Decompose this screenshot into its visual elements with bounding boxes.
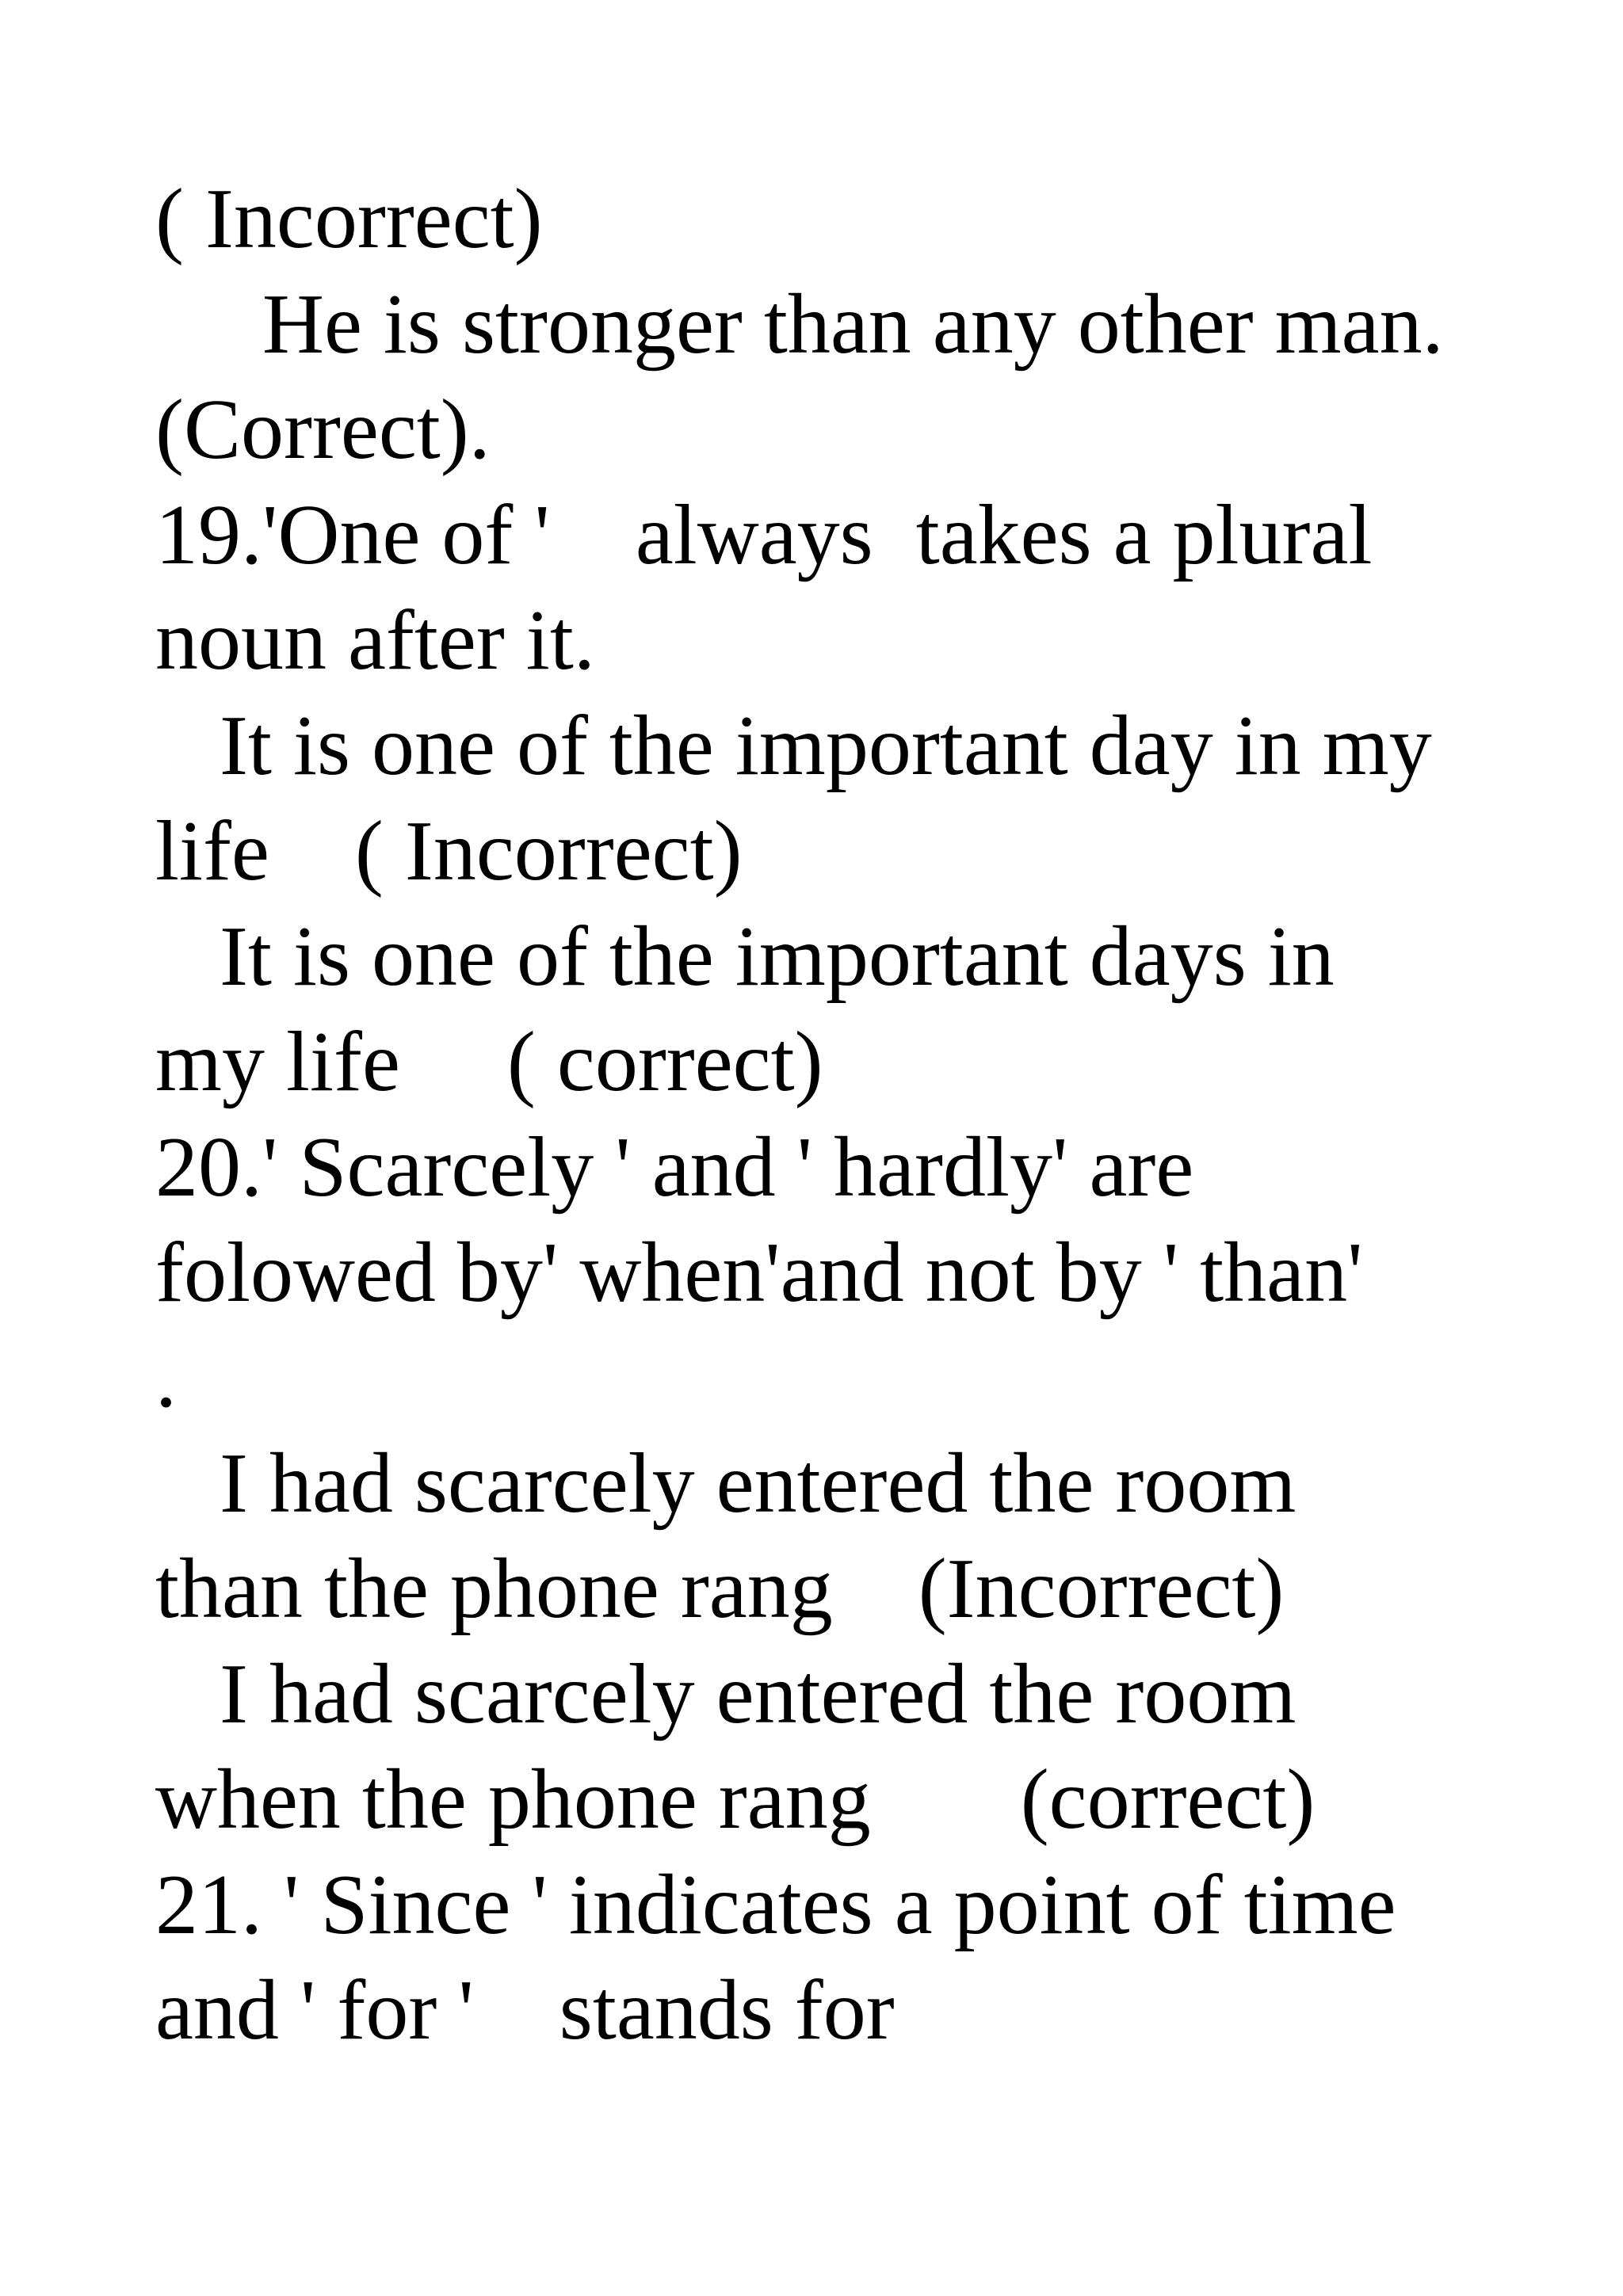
text-line: (Correct). xyxy=(155,383,491,477)
text-line: than the phone rang (Incorrect) xyxy=(155,1542,1285,1636)
text-line: 20.' Scarcely ' and ' hardly' are xyxy=(155,1120,1194,1215)
document-text xyxy=(155,166,1582,2063)
text-line: 19.'One of ' always takes a plural xyxy=(155,488,1373,582)
text-line: noun after it. xyxy=(155,593,595,688)
text-line: 21. ' Since ' indicates a point of time xyxy=(155,1858,1396,1952)
text-line: It is one of the important day in my xyxy=(155,699,1432,793)
text-line: ( Incorrect) xyxy=(155,172,543,266)
text-line: I had scarcely entered the room xyxy=(155,1436,1296,1531)
text-line: folowed by' when'and not by ' than' xyxy=(155,1226,1363,1320)
text-line: . xyxy=(155,1331,177,1425)
text-line: my life ( correct) xyxy=(155,1015,823,1109)
text-line: I had scarcely entered the room xyxy=(155,1647,1296,1741)
text-line: and ' for ' stands for xyxy=(155,1963,895,2058)
text-line: when the phone rang (correct) xyxy=(155,1753,1316,1847)
text-line: He is stronger than any other man. xyxy=(155,277,1444,372)
text-line: life ( Incorrect) xyxy=(155,804,743,898)
text-line: It is one of the important days in xyxy=(155,910,1335,1004)
